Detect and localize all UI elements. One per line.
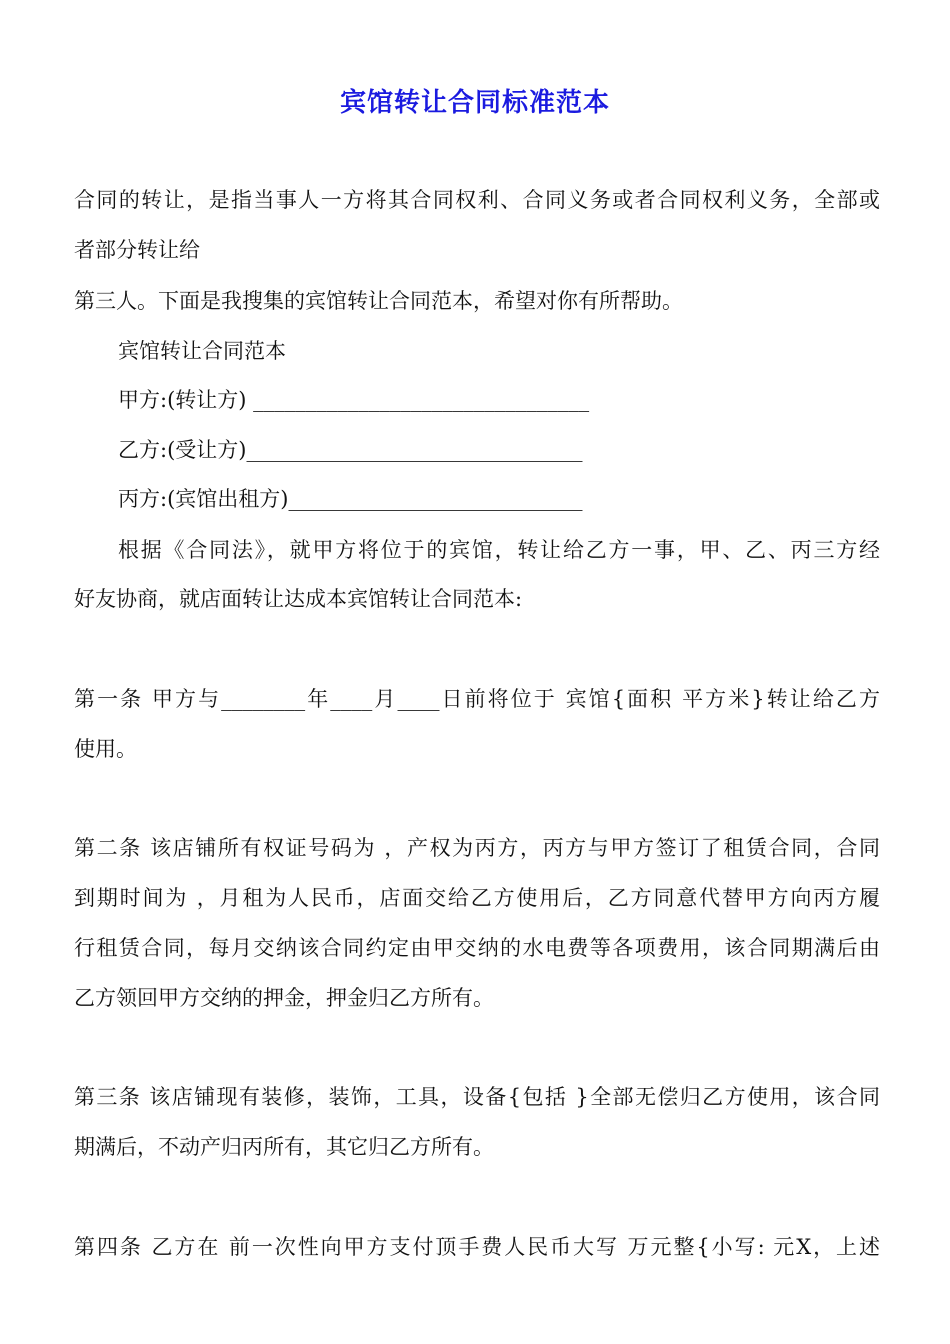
article-1-line: 使用。	[74, 737, 137, 761]
article-2-line: 行租赁合同，每月交纳该合同约定由甲交纳的水电费等各项费用，该合同期满后由	[74, 936, 880, 960]
paragraph-line: 者部分转让给	[74, 238, 200, 262]
party-a-line: 甲方:(转让方) ________________________________	[118, 388, 590, 412]
paragraph-line: 根据《合同法》，就甲方将位于的宾馆，转让给乙方一事，甲、乙、丙三方经	[118, 538, 880, 562]
article-1-line: 第一条 甲方与________年____月____日前将位于 宾馆{面积 平方米}转让给乙方	[74, 687, 880, 711]
article-2-line: 到期时间为 ，月租为人民币，店面交给乙方使用后，乙方同意代替甲方向丙方履	[74, 886, 880, 910]
article-3-line: 第三条 该店铺现有装修，装饰，工具，设备{包括 }全部无偿归乙方使用，该合同	[74, 1085, 880, 1109]
party-b-line: 乙方:(受让方)________________________________	[118, 438, 583, 462]
article-2-line: 第二条 该店铺所有权证号码为 ，产权为丙方，丙方与甲方签订了租赁合同，合同	[74, 836, 880, 860]
paragraph-line: 第三人。下面是我搜集的宾馆转让合同范本，希望对你有所帮助。	[74, 289, 683, 313]
paragraph-line: 好友协商，就店面转让达成本宾馆转让合同范本:	[74, 587, 523, 611]
document-title: 宾馆转让合同标准范本	[339, 88, 610, 118]
paragraph-line: 合同的转让，是指当事人一方将其合同权利、合同义务或者合同权利义务，全部或	[74, 188, 880, 212]
paragraph-line: 宾馆转让合同范本	[118, 339, 286, 363]
article-2-line: 乙方领回甲方交纳的押金，押金归乙方所有。	[74, 986, 494, 1010]
party-c-line: 丙方:(宾馆出租方)____________________________	[118, 487, 583, 511]
article-4-line: 第四条 乙方在 前一次性向甲方支付顶手费人民币大写 万元整{小写: 元X，上述	[74, 1235, 880, 1259]
article-3-line: 期满后，不动产归丙所有，其它归乙方所有。	[74, 1135, 494, 1159]
